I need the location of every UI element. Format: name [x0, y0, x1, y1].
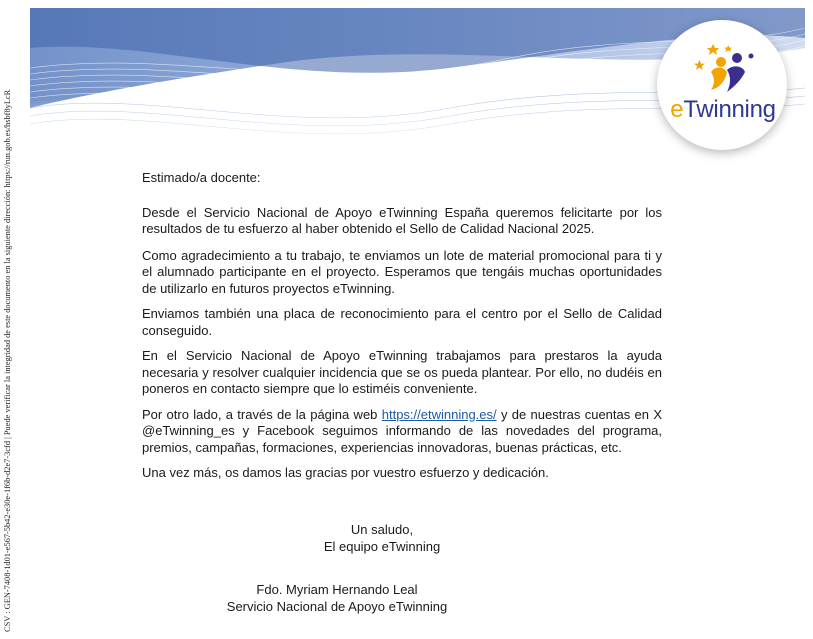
paragraph-social-media: Por otro lado, a través de la página web https://etwinning.es/ y de nuestras cuentas en X @eTwinning_es y Facebook seguimos informando de las novedades del programa, premios, campañas, formaciones, experiencias innovadoras, buenas prácticas, etc. [142, 406, 662, 455]
paragraph-plaque: Enviamos también una placa de reconocimiento para el centro por el Sello de Calidad conseguido. [142, 306, 662, 338]
signature-block [142, 581, 662, 615]
signature-organization: Servicio Nacional de Apoyo eTwinning [226, 599, 448, 614]
signature-name: Fdo. Myriam Hernando Leal [256, 582, 418, 597]
etwinning-website-link[interactable]: https://etwinning.es/ [381, 406, 497, 422]
closing [142, 522, 662, 555]
verification-stamp: CSV : GEN-7408-1d01-e567-5b42-e30e-1f6b-d2e7-3cfd | Puede verificar la integridad de este documento en la siguiente dirección: https://run.gob.es/hsbf8yLcR [3, 89, 12, 632]
etwinning-logo-text: eTwinning [670, 96, 776, 123]
paragraph-thanks: Una vez más, os damos las gracias por vuestro esfuerzo y dedicación. [142, 465, 549, 480]
letter-body [142, 170, 662, 491]
paragraph-congratulations: Desde el Servicio Nacional de Apoyo eTwinning España queremos felicitarte por los resultados de tu esfuerzo al haber obtenido el Sello de Calidad Nacional 2025. [142, 204, 662, 236]
etwinning-logo-icon [693, 42, 759, 100]
paragraph-promotional-material: Como agradecimiento a tu trabajo, te enviamos un lote de material promocional para ti y el alumnado participante en el proyecto. Esperamos que tengáis muchas oportunidades de utilizarlo en futuros proyectos eTwinning. [142, 247, 662, 296]
closing-team: El equipo eTwinning [323, 538, 441, 554]
closing-salutation: Un saludo, [350, 522, 414, 537]
greeting: Estimado/a docente: [142, 170, 261, 185]
paragraph-support: En el Servicio Nacional de Apoyo eTwinning trabajamos para prestaros la ayuda necesaria y resolver cualquier incidencia que se os pueda plantear. Por ello, no dudéis en poneros en contacto siempre que lo estiméis conveniente. [142, 348, 662, 396]
